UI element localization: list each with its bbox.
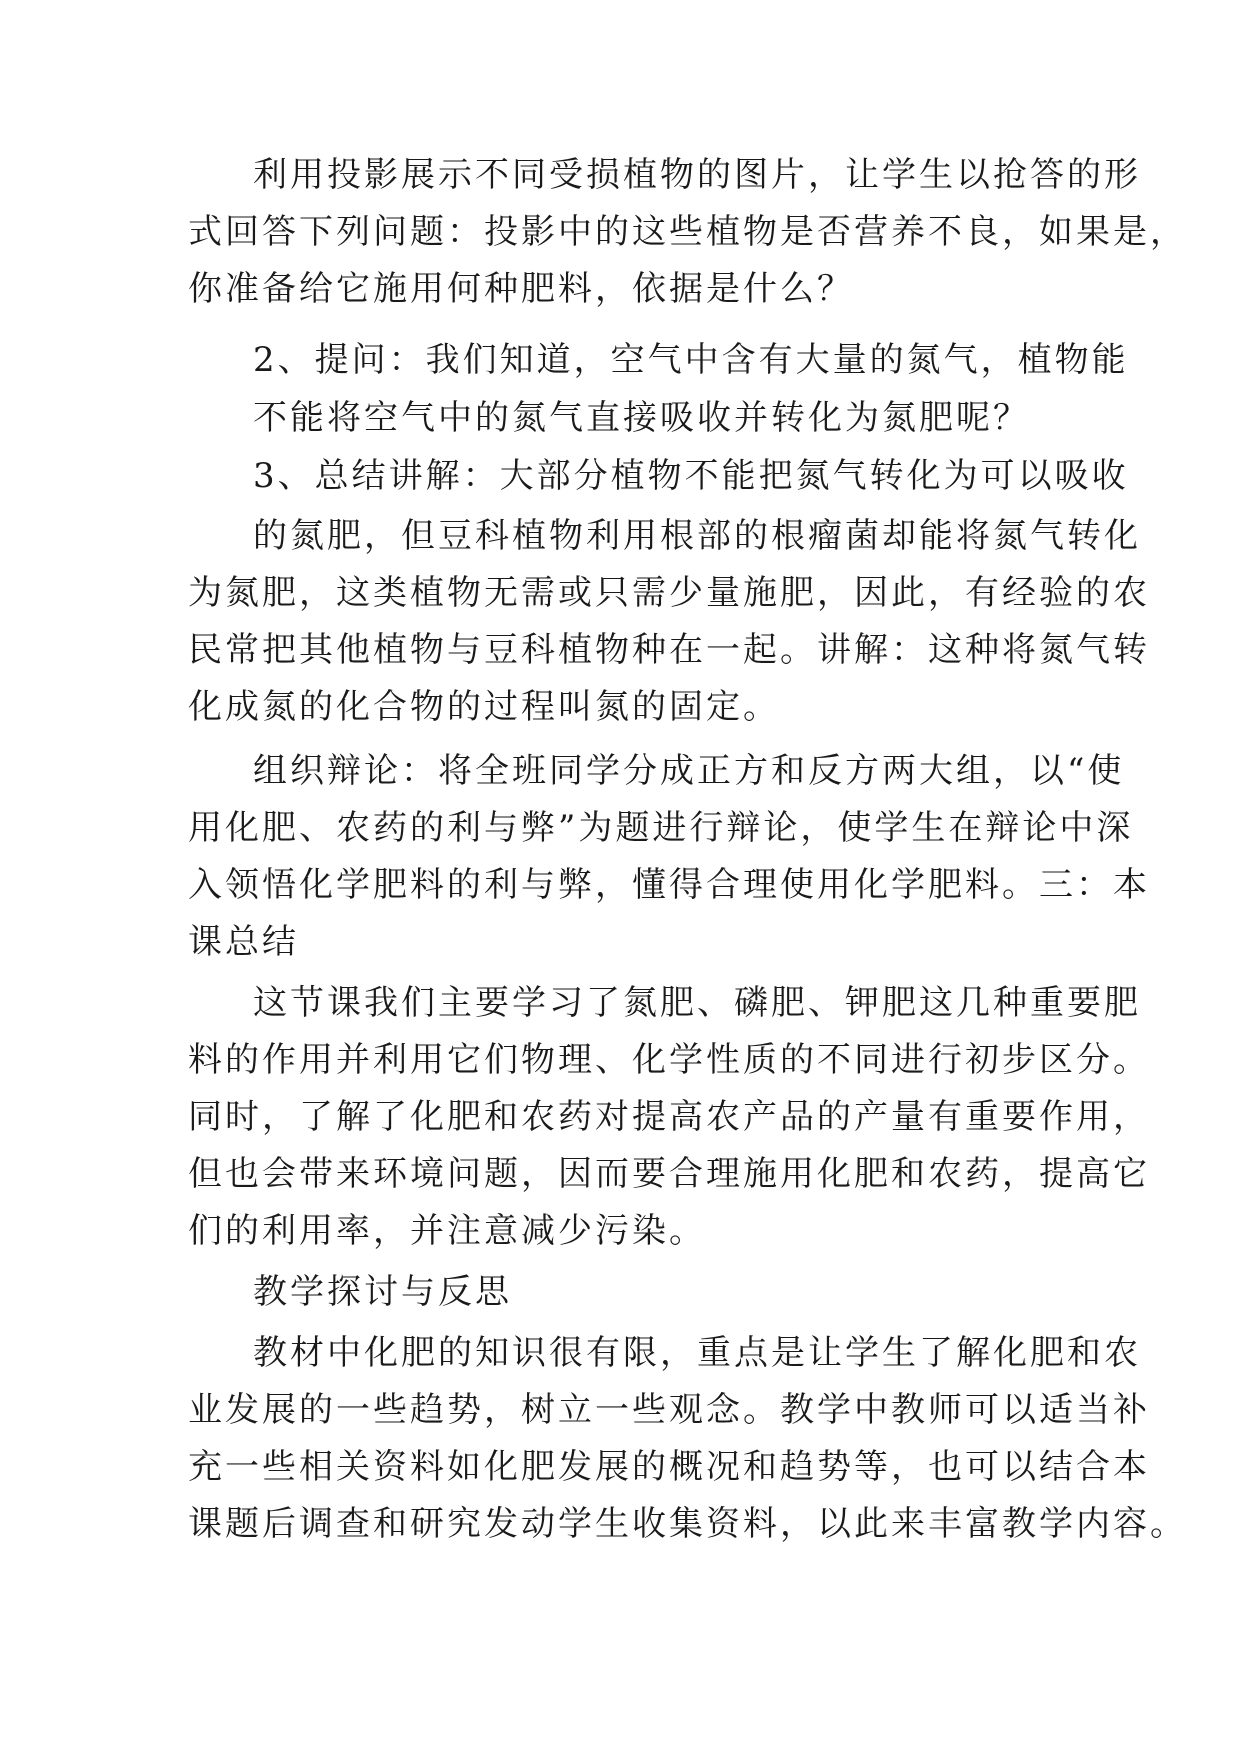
text-line: 料的作用并利用它们物理、化学性质的不同进行初步区分。 <box>188 1040 1150 1080</box>
text-line: 用化肥、农药的利与弊”为题进行辩论，使学生在辩论中深 <box>188 808 1134 848</box>
text-line: 这节课我们主要学习了氮肥、磷肥、钾肥这几种重要肥 <box>253 983 1141 1023</box>
text-line: 们的利用率，并注意减少污染。 <box>188 1211 706 1251</box>
text-line: 入领悟化学肥料的利与弊，懂得合理使用化学肥料。三：本 <box>188 865 1150 905</box>
text-line: 你准备给它施用何种肥料，依据是什么？ <box>188 269 854 309</box>
text-line: 课总结 <box>188 922 299 962</box>
text-line: 组织辩论：将全班同学分成正方和反方两大组，以“使 <box>253 751 1125 791</box>
text-line: 民常把其他植物与豆科植物种在一起。讲解：这种将氮气转 <box>188 630 1150 670</box>
text-line: 业发展的一些趋势，树立一些观念。教学中教师可以适当补 <box>188 1390 1150 1430</box>
text-line: 同时，了解了化肥和农药对提高农产品的产量有重要作用， <box>188 1097 1150 1137</box>
text-line: 式回答下列问题：投影中的这些植物是否营养不良，如果是， <box>188 212 1187 252</box>
text-line: 2、提问：我们知道，空气中含有大量的氮气，植物能 <box>253 340 1129 380</box>
text-line: 化成氮的化合物的过程叫氮的固定。 <box>188 687 780 727</box>
section-heading: 教学探讨与反思 <box>253 1272 512 1312</box>
text-line: 教材中化肥的知识很有限，重点是让学生了解化肥和农 <box>253 1333 1141 1373</box>
text-line: 课题后调查和研究发动学生收集资料，以此来丰富教学内容。 <box>188 1504 1187 1544</box>
text-line: 3、总结讲解：大部分植物不能把氮气转化为可以吸收 <box>253 456 1129 496</box>
text-line: 不能将空气中的氮气直接吸收并转化为氮肥呢？ <box>253 398 1030 438</box>
text-line: 充一些相关资料如化肥发展的概况和趋势等，也可以结合本 <box>188 1447 1150 1487</box>
text-line: 的氮肥，但豆科植物利用根部的根瘤菌却能将氮气转化 <box>253 516 1141 556</box>
text-line: 为氮肥，这类植物无需或只需少量施肥，因此，有经验的农 <box>188 573 1150 613</box>
text-line: 但也会带来环境问题，因而要合理施用化肥和农药，提高它 <box>188 1154 1150 1194</box>
text-line: 利用投影展示不同受损植物的图片，让学生以抢答的形 <box>253 155 1141 195</box>
